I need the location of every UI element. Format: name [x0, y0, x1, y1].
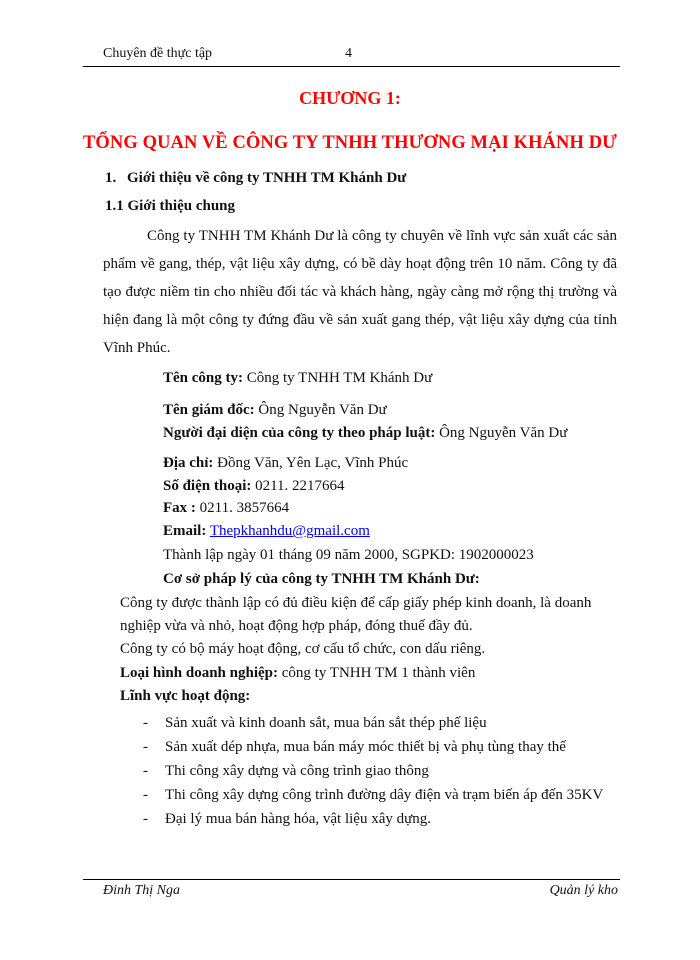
fields-heading: Lĩnh vực hoạt động:	[120, 688, 251, 704]
info-label: Người đại diện của công ty theo pháp luật:	[163, 425, 436, 441]
bullet-dash: -	[143, 739, 148, 755]
info-label: Tên công ty:	[163, 370, 243, 386]
info-value: Công ty TNHH TM Khánh Dư	[243, 370, 433, 386]
info-value: Ông Nguyễn Văn Dư	[254, 402, 387, 418]
info-value: Đồng Văn, Yên Lạc, Vĩnh Phúc	[213, 455, 409, 471]
info-fax	[163, 500, 289, 517]
intro-paragraph	[103, 222, 617, 362]
info-label: Địa chỉ:	[163, 455, 214, 471]
info-legal-representative	[163, 425, 567, 442]
footer-department: Quản lý kho	[549, 883, 618, 898]
info-label: Fax :	[163, 500, 196, 516]
page-footer	[83, 879, 620, 902]
info-email	[163, 523, 370, 540]
info-director	[163, 402, 387, 419]
page-number: 4	[345, 46, 352, 61]
bullet-dash: -	[143, 811, 148, 827]
info-value: 0211. 2217664	[251, 478, 345, 494]
chapter-heading: CHƯƠNG 1:	[299, 88, 401, 108]
info-founded: Thành lập ngày 01 tháng 09 năm 2000, SGPKD: 1902000023	[163, 547, 534, 563]
list-item: - Sản xuất dép nhựa, mua bán máy móc thiết bị và phụ tùng thay thế	[143, 735, 603, 759]
legal-basis-heading: Cơ sở pháp lý của công ty TNHH TM Khánh Dư:	[163, 571, 480, 587]
info-company-name	[163, 370, 432, 387]
legal-text-line: nghiệp vừa và nhỏ, hoạt động hợp pháp, đóng thuế đầy đủ.	[120, 618, 473, 634]
bullet-dash: -	[143, 763, 148, 779]
business-type-label: Loại hình doanh nghiệp:	[120, 665, 278, 681]
list-item: - Thi công xây dựng và công trình giao thông	[143, 759, 603, 783]
info-label: Email:	[163, 523, 207, 539]
info-label: Tên giám đốc:	[163, 402, 255, 418]
subsection-heading: 1.1 Giới thiệu chung	[105, 198, 235, 214]
info-address	[163, 455, 408, 472]
footer-author: Đinh Thị Nga	[103, 883, 181, 898]
legal-text-line: Công ty được thành lập có đủ điều kiện để cấp giấy phép kinh doanh, là doanh	[120, 595, 592, 611]
legal-text-line: Công ty có bộ máy hoạt động, cơ cấu tổ chức, con dấu riêng.	[120, 641, 486, 657]
intro-text: Công ty TNHH TM Khánh Dư là công ty chuyên về lĩnh vực sản xuất các sản phẩm về gang, thép, vật liệu xây dựng, có bề dày hoạt động trên 10 năm. Công ty đã tạo được niềm tin cho nhiều đối tác và khách hàng, ngày càng mở rộng thị trường và hiện đang là một công ty đứng đầu về sản xuất gang thép, vật liệu xây dựng của tỉnh Vĩnh Phúc.	[103, 228, 617, 356]
info-value: Ông Nguyễn Văn Dư	[435, 425, 568, 441]
info-value: 0211. 3857664	[195, 500, 290, 516]
email-link[interactable]: Thepkhanhdu@gmail.com	[209, 523, 370, 539]
info-label: Số điện thoại:	[163, 478, 252, 494]
bullet-dash: -	[143, 715, 148, 731]
activity-list	[143, 711, 603, 831]
chapter-title: TỔNG QUAN VỀ CÔNG TY TNHH THƯƠNG MẠI KHÁNH DƯ	[82, 133, 618, 153]
section-title: Giới thiệu về công ty TNHH TM Khánh Dư	[127, 170, 407, 186]
page-header	[83, 44, 620, 67]
business-type-value: công ty TNHH TM 1 thành viên	[278, 665, 476, 681]
section-number: 1.	[105, 170, 117, 186]
list-item: - Sản xuất và kinh doanh sắt, mua bán sắt thép phế liệu	[143, 711, 603, 735]
business-type	[120, 665, 475, 682]
list-item: - Thi công xây dựng công trình đường dây điện và trạm biến áp đến 35KV	[143, 783, 603, 807]
header-title: Chuyên đề thực tập	[103, 46, 213, 61]
list-item: - Đại lý mua bán hàng hóa, vật liệu xây dựng.	[143, 807, 603, 831]
bullet-dash: -	[143, 787, 148, 803]
section-heading	[105, 170, 406, 187]
info-phone	[163, 478, 345, 495]
